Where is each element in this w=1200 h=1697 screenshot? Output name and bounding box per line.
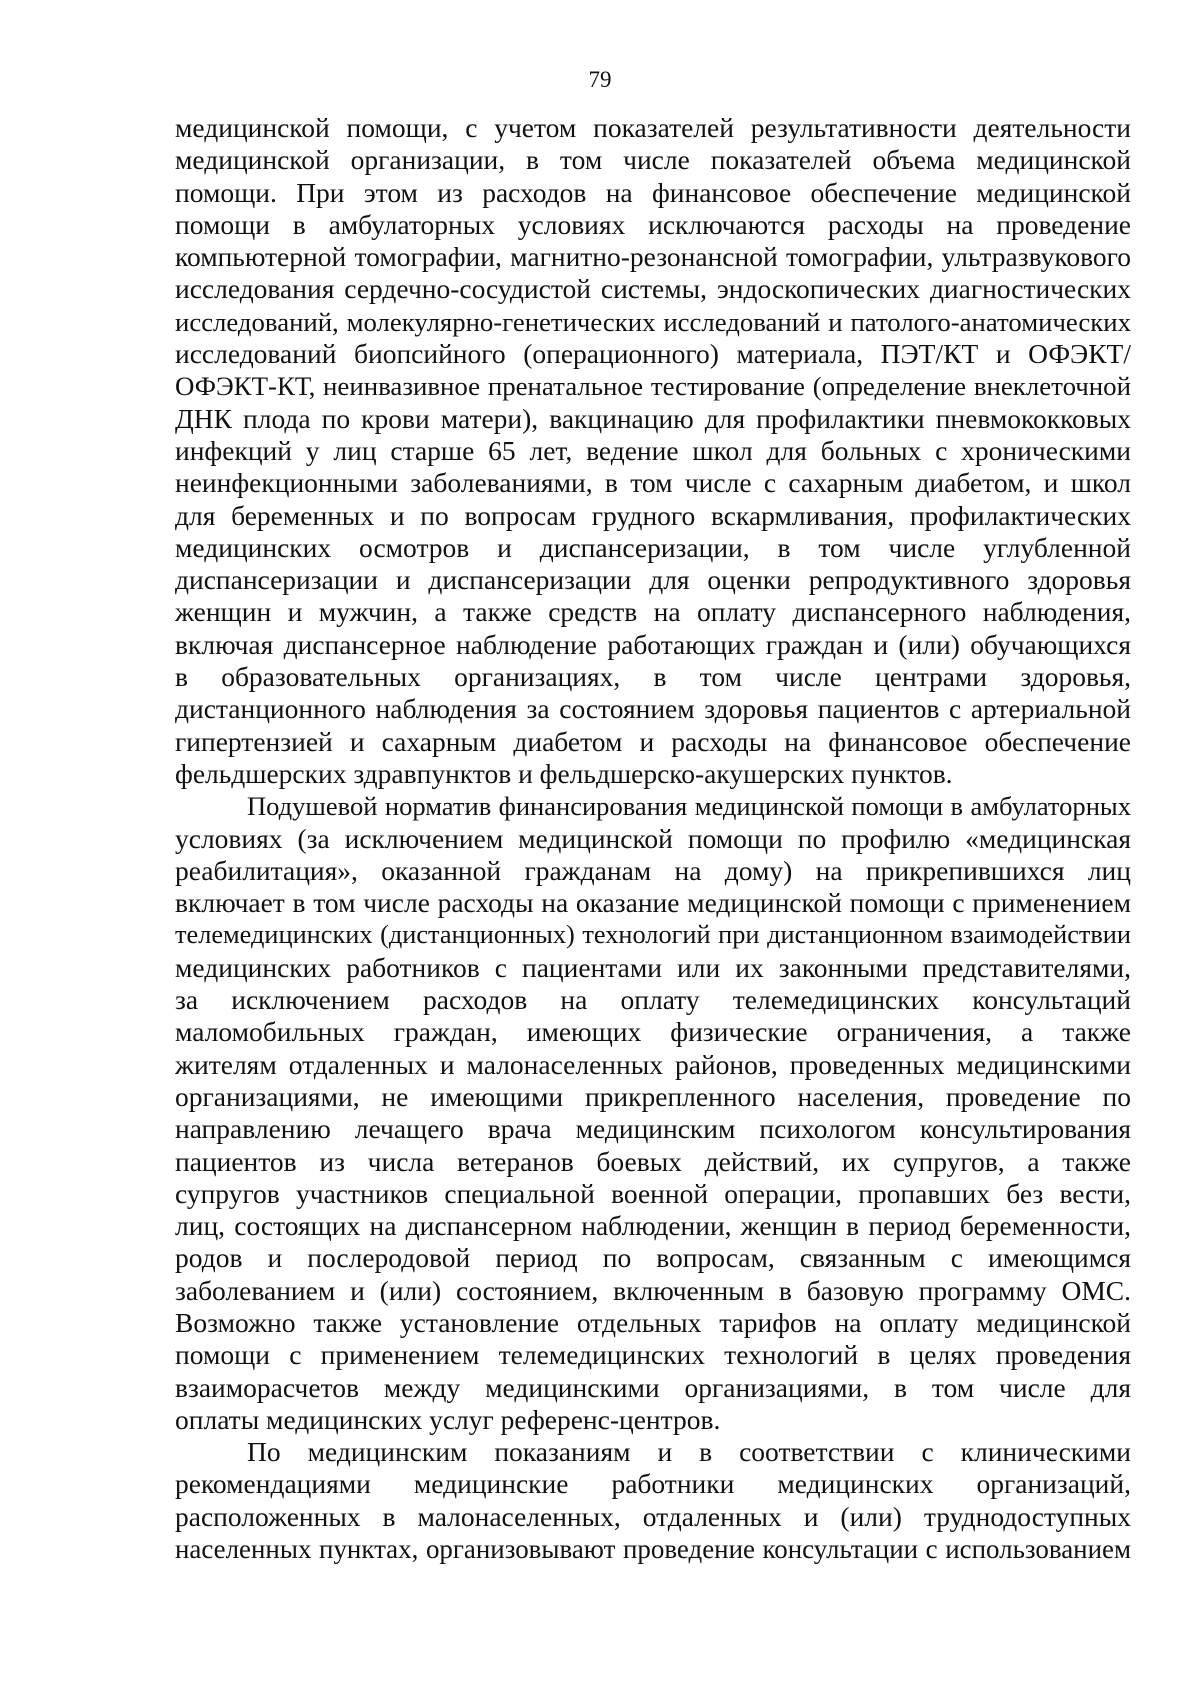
text-line: включает в том числе расходы на оказание медицинской помощи с применением (175, 887, 1131, 919)
text-line: организациями, не имеющими прикрепленного населения, проведение по (175, 1080, 1131, 1112)
text-line: маломобильных граждан, имеющих физические ограничения, а также (175, 1016, 1131, 1048)
text-line: исследований биопсийного (операционного) материала, ПЭТ/КТ и ОФЭКТ/ (175, 338, 1131, 370)
text-line: медицинской помощи, с учетом показателей результативности деятельности (175, 112, 1131, 143)
text-line: в образовательных организациях, в том числе центрами здоровья, (175, 661, 1131, 693)
text-line: жителям отдаленных и малонаселенных районов, проведенных медицинскими (175, 1048, 1131, 1080)
text-line: расположенных в малонаселенных, отдаленных и (или) труднодоступных (175, 1500, 1131, 1532)
paragraph-3 (175, 1436, 1131, 1565)
text-line: лиц, состоящих на диспансерном наблюдении, женщин в период беременности, (175, 1210, 1131, 1242)
text-line: родов и послеродовой период по вопросам, связанным с имеющимся (175, 1242, 1131, 1274)
text-line: гипертензией и сахарным диабетом и расходы на финансовое обеспечение (175, 725, 1131, 757)
text-line: заболеванием и (или) состоянием, включенным в базовую программу ОМС. (175, 1274, 1131, 1306)
text-line: ОФЭКТ-КТ, неинвазивное пренатальное тестирование (определение внеклеточной (175, 371, 1131, 402)
text-line: Возможно также установление отдельных тарифов на оплату медицинской (175, 1306, 1131, 1338)
text-line: исследования сердечно-сосудистой системы, эндоскопических диагностических (175, 273, 1131, 305)
text-line: женщин и мужчин, а также средств на оплату диспансерного наблюдения, (175, 596, 1131, 628)
text-line: рекомендациями медицинские работники медицинских организаций, (175, 1468, 1131, 1500)
text-line: ДНК плода по крови матери), вакцинацию для профилактики пневмококковых (175, 402, 1131, 434)
text-line: взаиморасчетов между медицинскими организациями, в том числе для (175, 1371, 1131, 1403)
paragraph-2 (175, 790, 1131, 1436)
text-line: медицинских осмотров и диспансеризации, в том числе углубленной (175, 531, 1131, 563)
text-line: исследований, молекулярно-генетических исследований и патолого-анатомических (175, 306, 1131, 337)
text-line: медицинской организации, в том числе показателей объема медицинской (175, 144, 1131, 176)
page-number: 79 (588, 67, 612, 92)
text-line: дистанционного наблюдения за состоянием здоровья пациентов с артериальной (175, 693, 1131, 725)
text-line: помощи с применением телемедицинских технологий в целях проведения (175, 1339, 1131, 1371)
text-line: пациентов из числа ветеранов боевых действий, их супругов, а также (175, 1145, 1131, 1177)
text-line: неинфекционными заболеваниями, в том числе с сахарным диабетом, и школ (175, 467, 1131, 499)
text-line: супругов участников специальной военной операции, пропавших без вести, (175, 1177, 1131, 1209)
paragraph-1 (175, 112, 1131, 790)
text-line: населенных пунктах, организовывают проведение консультации с использованием (175, 1534, 1131, 1565)
text-line: помощи в амбулаторных условиях исключаются расходы на проведение (175, 208, 1131, 240)
text-line: за исключением расходов на оплату телемедицинских консультаций (175, 984, 1131, 1016)
text-line: направлению лечащего врача медицинским психологом консультирования (175, 1113, 1131, 1145)
text-line: компьютерной томографии, магнитно-резонансной томографии, ультразвукового (175, 241, 1131, 273)
text-line: включая диспансерное наблюдение работающих граждан и (или) обучающихся (175, 628, 1131, 660)
text-line: оплаты медицинских услуг референс-центров. (175, 1403, 721, 1435)
text-line: инфекций у лиц старше 65 лет, ведение школ для больных с хроническими (175, 434, 1131, 466)
text-line: помощи. При этом из расходов на финансовое обеспечение медицинской (175, 176, 1131, 208)
text-line: Подушевой норматив финансирования медицинской помощи в амбулаторных (247, 791, 1131, 822)
text-line: для беременных и по вопросам грудного вскармливания, профилактических (175, 499, 1131, 531)
body-text (175, 112, 1131, 1565)
text-line: телемедицинских (дистанционных) технологий при дистанционном взаимодействии (175, 920, 1131, 950)
text-line: По медицинским показаниям и в соответствии с клиническими (247, 1436, 1131, 1468)
text-line: диспансеризации и диспансеризации для оценки репродуктивного здоровья (175, 564, 1131, 596)
text-line: медицинских работников с пациентами или их законными представителями, (175, 951, 1131, 983)
text-line: реабилитация», оказанной гражданам на дому) на прикрепившихся лиц (175, 854, 1131, 886)
text-line: фельдшерских здравпунктов и фельдшерско-акушерских пунктов. (175, 757, 953, 789)
text-line: условиях (за исключением медицинской помощи по профилю «медицинская (175, 822, 1131, 854)
